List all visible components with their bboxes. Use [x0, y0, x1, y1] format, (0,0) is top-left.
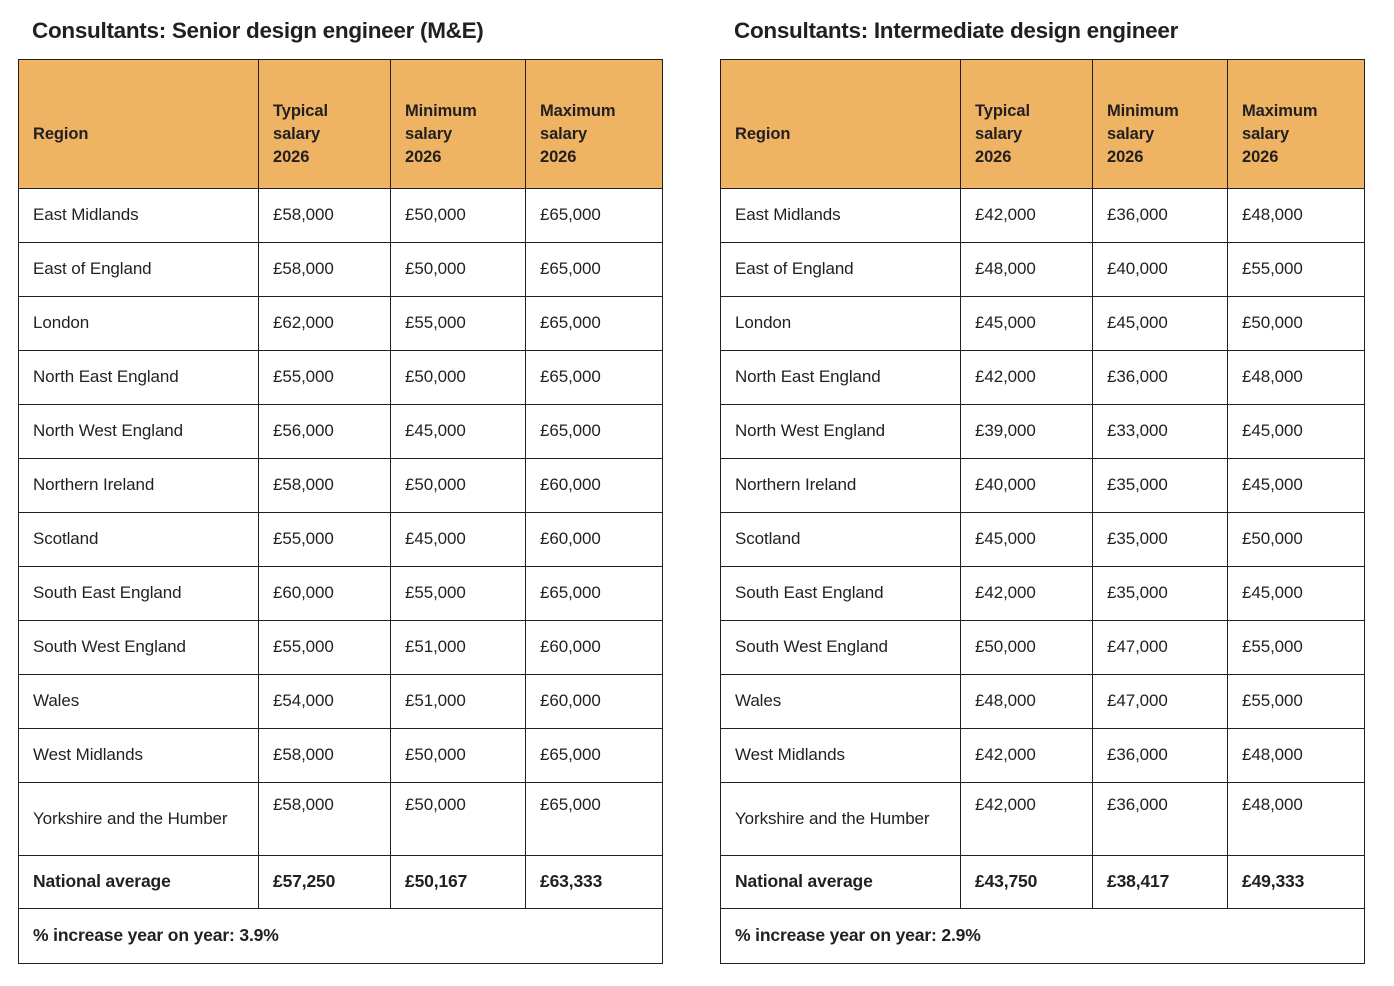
cell-text: £50,000: [405, 794, 466, 814]
table-row: [721, 782, 1365, 855]
table-row: [19, 242, 663, 296]
cell-text: £48,000: [975, 258, 1036, 278]
cell-maximum: [526, 782, 663, 855]
cell-maximum: [1228, 855, 1365, 908]
cell-maximum: [1228, 782, 1365, 855]
header-line: 2026: [1242, 148, 1279, 167]
cell-text: Yorkshire and the Humber: [735, 809, 930, 828]
header-line: salary: [1242, 125, 1290, 144]
table-title-senior: Consultants: Senior design engineer (M&E): [32, 18, 484, 43]
cell-minimum: [391, 296, 526, 350]
header-line: salary: [273, 125, 321, 144]
column-header-typical-salary: [259, 59, 391, 188]
cell-minimum: [1093, 404, 1228, 458]
cell-text: Scotland: [735, 528, 801, 548]
cell-text: £39,000: [975, 420, 1036, 440]
cell-text: £40,000: [1107, 258, 1168, 278]
cell-minimum: [391, 620, 526, 674]
cell-maximum: [526, 566, 663, 620]
cell-region: [721, 350, 961, 404]
cell-text: £58,000: [273, 794, 334, 814]
table-body-senior: [19, 188, 663, 963]
cell-typical: [961, 296, 1093, 350]
cell-maximum: [526, 512, 663, 566]
header-row: [721, 59, 1365, 188]
cell-maximum: [526, 350, 663, 404]
cell-text: £45,000: [1242, 474, 1303, 494]
cell-text: £60,000: [273, 582, 334, 602]
cell-text: £55,000: [1242, 636, 1303, 656]
cell-text: £35,000: [1107, 582, 1168, 602]
cell-maximum: [1228, 350, 1365, 404]
cell-region: [19, 855, 259, 908]
cell-text: South West England: [33, 636, 186, 656]
cell-text: £42,000: [975, 204, 1036, 224]
cell-text: £45,000: [405, 420, 466, 440]
cell-region: [19, 782, 259, 855]
cell-text: £51,000: [405, 636, 466, 656]
cell-text: £55,000: [1242, 690, 1303, 710]
cell-maximum: [526, 458, 663, 512]
cell-region: [19, 620, 259, 674]
header-line: Region: [33, 125, 89, 144]
cell-text: National average: [33, 870, 171, 891]
cell-text: £65,000: [540, 258, 601, 278]
table-title-intermediate: Consultants: Intermediate design engineer: [734, 18, 1179, 43]
cell-maximum: [1228, 566, 1365, 620]
cell-maximum: [1228, 512, 1365, 566]
cell-typical: [259, 188, 391, 242]
column-header-minimum-salary: [391, 59, 526, 188]
cell-minimum: [391, 855, 526, 908]
cell-minimum: [1093, 855, 1228, 908]
header-line: Maximum: [1242, 101, 1318, 120]
column-header-maximum-salary: [1228, 59, 1365, 188]
cell-minimum: [391, 782, 526, 855]
cell-region: [721, 296, 961, 350]
header-line: salary: [975, 125, 1023, 144]
cell-minimum: [1093, 458, 1228, 512]
column-header-region: [721, 59, 961, 188]
column-header-typical-salary: [961, 59, 1093, 188]
table-row: [19, 458, 663, 512]
cell-minimum: [391, 458, 526, 512]
table-body-intermediate: [721, 188, 1365, 963]
header-line: salary: [1107, 125, 1155, 144]
cell-text: £65,000: [540, 744, 601, 764]
cell-text: £55,000: [273, 366, 334, 386]
table-row-footer: [19, 908, 663, 963]
cell-minimum: [391, 512, 526, 566]
cell-typical: [259, 728, 391, 782]
cell-typical: [259, 855, 391, 908]
cell-text: £58,000: [273, 744, 334, 764]
cell-text: South East England: [33, 582, 182, 602]
cell-region: [19, 566, 259, 620]
cell-typical: [961, 674, 1093, 728]
cell-maximum: [1228, 620, 1365, 674]
cell-minimum: [1093, 566, 1228, 620]
table-row: [721, 350, 1365, 404]
cell-text: £42,000: [975, 582, 1036, 602]
cell-minimum: [391, 728, 526, 782]
cell-typical: [259, 566, 391, 620]
cell-typical: [259, 296, 391, 350]
cell-text: £50,167: [405, 870, 468, 891]
table-row: [721, 404, 1365, 458]
cell-text: £49,333: [1242, 870, 1305, 891]
cell-minimum: [391, 674, 526, 728]
cell-text: North East England: [33, 366, 179, 386]
cell-minimum: [1093, 620, 1228, 674]
cell-text: £42,000: [975, 744, 1036, 764]
cell-text: Yorkshire and the Humber: [33, 809, 228, 828]
cell-minimum: [391, 566, 526, 620]
cell-region: [721, 242, 961, 296]
cell-maximum: [526, 855, 663, 908]
table-row: [19, 404, 663, 458]
cell-text: National average: [735, 870, 873, 891]
cell-text: £45,000: [1242, 582, 1303, 602]
cell-region: [721, 404, 961, 458]
cell-maximum: [526, 674, 663, 728]
cell-minimum: [391, 188, 526, 242]
header-line: salary: [540, 125, 588, 144]
cell-text: £45,000: [975, 528, 1036, 548]
cell-text: £35,000: [1107, 474, 1168, 494]
table-row: [721, 296, 1365, 350]
cell-text: £45,000: [405, 528, 466, 548]
header-line: Typical: [975, 101, 1030, 120]
header-line: 2026: [1107, 148, 1144, 167]
cell-region: [721, 674, 961, 728]
cell-region: [19, 188, 259, 242]
cell-text: Scotland: [33, 528, 99, 548]
cell-maximum: [526, 242, 663, 296]
cell-text: East Midlands: [735, 204, 841, 224]
header-line: salary: [405, 125, 453, 144]
cell-typical: [259, 404, 391, 458]
salary-table-panel-senior: [18, 0, 662, 964]
cell-text: £55,000: [273, 528, 334, 548]
cell-text: £65,000: [540, 582, 601, 602]
cell-text: £65,000: [540, 366, 601, 386]
table-row: [19, 782, 663, 855]
table-row: [19, 566, 663, 620]
cell-text: £57,250: [273, 870, 336, 891]
table-row: [19, 188, 663, 242]
cell-maximum: [1228, 458, 1365, 512]
cell-typical: [961, 512, 1093, 566]
cell-text: £48,000: [1242, 794, 1303, 814]
table-row: [19, 512, 663, 566]
header-line: Maximum: [540, 101, 616, 120]
table-row: [721, 512, 1365, 566]
cell-minimum: [1093, 674, 1228, 728]
salary-table-senior: [18, 59, 663, 964]
cell-region: [721, 188, 961, 242]
cell-typical: [961, 782, 1093, 855]
cell-text: £50,000: [405, 474, 466, 494]
cell-minimum: [1093, 728, 1228, 782]
cell-minimum: [1093, 350, 1228, 404]
table-row-national-average: [721, 855, 1365, 908]
cell-text: Wales: [33, 690, 80, 710]
cell-maximum: [1228, 296, 1365, 350]
cell-text: £48,000: [1242, 366, 1303, 386]
cell-footer-note: [19, 908, 663, 963]
cell-text: £50,000: [1242, 528, 1303, 548]
cell-text: £55,000: [1242, 258, 1303, 278]
cell-text: London: [735, 312, 792, 332]
cell-text: London: [33, 312, 90, 332]
cell-maximum: [526, 728, 663, 782]
table-row: [19, 674, 663, 728]
cell-maximum: [526, 620, 663, 674]
table-row: [19, 728, 663, 782]
cell-typical: [961, 566, 1093, 620]
cell-typical: [259, 458, 391, 512]
cell-region: [721, 566, 961, 620]
footer-text: % increase year on year: 2.9%: [735, 925, 981, 946]
cell-region: [19, 458, 259, 512]
cell-text: £50,000: [1242, 312, 1303, 332]
salary-table-intermediate: [720, 59, 1365, 964]
header-line: Region: [735, 125, 791, 144]
cell-typical: [961, 458, 1093, 512]
cell-region: [721, 728, 961, 782]
cell-text: North West England: [735, 420, 886, 440]
cell-text: £38,417: [1107, 870, 1170, 891]
cell-typical: [259, 782, 391, 855]
cell-text: Northern Ireland: [33, 474, 155, 494]
cell-footer-note: [721, 908, 1365, 963]
cell-region: [721, 855, 961, 908]
cell-text: £65,000: [540, 204, 601, 224]
cell-text: £45,000: [1242, 420, 1303, 440]
table-row: [721, 728, 1365, 782]
cell-typical: [961, 728, 1093, 782]
cell-text: £43,750: [975, 870, 1038, 891]
cell-typical: [961, 404, 1093, 458]
cell-text: £42,000: [975, 366, 1036, 386]
cell-text: £48,000: [975, 690, 1036, 710]
cell-text: £45,000: [1107, 312, 1168, 332]
table-row: [19, 620, 663, 674]
cell-text: £47,000: [1107, 636, 1168, 656]
header-line: Minimum: [405, 101, 477, 120]
cell-text: £50,000: [405, 204, 466, 224]
header-line: 2026: [540, 148, 577, 167]
column-header-maximum-salary: [526, 59, 663, 188]
cell-text: £55,000: [405, 312, 466, 332]
table-row-footer: [721, 908, 1365, 963]
cell-text: £40,000: [975, 474, 1036, 494]
cell-text: £65,000: [540, 312, 601, 332]
cell-typical: [259, 350, 391, 404]
cell-minimum: [391, 242, 526, 296]
cell-region: [721, 620, 961, 674]
cell-typical: [259, 674, 391, 728]
cell-maximum: [1228, 728, 1365, 782]
cell-text: £50,000: [405, 366, 466, 386]
cell-text: £36,000: [1107, 366, 1168, 386]
cell-maximum: [526, 404, 663, 458]
table-row: [721, 674, 1365, 728]
cell-minimum: [391, 404, 526, 458]
cell-text: £36,000: [1107, 204, 1168, 224]
table-row-national-average: [19, 855, 663, 908]
cell-typical: [259, 512, 391, 566]
cell-text: £50,000: [405, 744, 466, 764]
cell-maximum: [1228, 242, 1365, 296]
cell-text: £60,000: [540, 474, 601, 494]
cell-typical: [961, 188, 1093, 242]
column-header-region: [19, 59, 259, 188]
cell-maximum: [1228, 404, 1365, 458]
cell-minimum: [1093, 188, 1228, 242]
cell-text: £50,000: [975, 636, 1036, 656]
cell-text: North East England: [735, 366, 881, 386]
cell-region: [19, 296, 259, 350]
cell-text: North West England: [33, 420, 184, 440]
cell-text: £56,000: [273, 420, 334, 440]
cell-minimum: [1093, 296, 1228, 350]
salary-table-panel-intermediate: [720, 0, 1363, 964]
cell-region: [19, 350, 259, 404]
table-row: [721, 620, 1365, 674]
cell-text: £60,000: [540, 528, 601, 548]
cell-minimum: [391, 350, 526, 404]
cell-region: [721, 782, 961, 855]
cell-text: £65,000: [540, 794, 601, 814]
cell-maximum: [526, 296, 663, 350]
cell-text: West Midlands: [33, 744, 143, 764]
table-row: [721, 188, 1365, 242]
cell-minimum: [1093, 242, 1228, 296]
cell-text: East of England: [33, 258, 152, 278]
table-row: [19, 296, 663, 350]
cell-text: £48,000: [1242, 204, 1303, 224]
cell-typical: [259, 242, 391, 296]
cell-region: [19, 512, 259, 566]
header-row: [19, 59, 663, 188]
table-row: [721, 458, 1365, 512]
cell-text: Northern Ireland: [735, 474, 857, 494]
cell-text: £58,000: [273, 258, 334, 278]
table-header-senior: [19, 59, 663, 188]
cell-typical: [961, 350, 1093, 404]
cell-text: £50,000: [405, 258, 466, 278]
cell-text: East of England: [735, 258, 854, 278]
header-line: 2026: [405, 148, 442, 167]
cell-text: £42,000: [975, 794, 1036, 814]
cell-text: £63,333: [540, 870, 603, 891]
cell-text: South West England: [735, 636, 888, 656]
cell-typical: [259, 620, 391, 674]
cell-text: £47,000: [1107, 690, 1168, 710]
cell-text: £36,000: [1107, 744, 1168, 764]
header-line: Minimum: [1107, 101, 1179, 120]
cell-region: [721, 512, 961, 566]
cell-maximum: [1228, 188, 1365, 242]
column-header-minimum-salary: [1093, 59, 1228, 188]
cell-typical: [961, 242, 1093, 296]
cell-minimum: [1093, 782, 1228, 855]
cell-text: £55,000: [405, 582, 466, 602]
cell-text: £33,000: [1107, 420, 1168, 440]
cell-region: [19, 242, 259, 296]
table-row: [721, 566, 1365, 620]
header-line: Typical: [273, 101, 328, 120]
header-line: 2026: [975, 148, 1012, 167]
cell-region: [19, 404, 259, 458]
cell-text: £60,000: [540, 636, 601, 656]
cell-text: South East England: [735, 582, 884, 602]
cell-typical: [961, 620, 1093, 674]
cell-text: £58,000: [273, 204, 334, 224]
cell-minimum: [1093, 512, 1228, 566]
cell-typical: [961, 855, 1093, 908]
header-line: 2026: [273, 148, 310, 167]
cell-text: Wales: [735, 690, 782, 710]
cell-text: £45,000: [975, 312, 1036, 332]
footer-text: % increase year on year: 3.9%: [33, 925, 279, 946]
cell-text: £65,000: [540, 420, 601, 440]
cell-region: [19, 674, 259, 728]
cell-region: [19, 728, 259, 782]
cell-maximum: [1228, 674, 1365, 728]
cell-text: £48,000: [1242, 744, 1303, 764]
table-header-intermediate: [721, 59, 1365, 188]
table-row: [721, 242, 1365, 296]
cell-text: £55,000: [273, 636, 334, 656]
cell-region: [721, 458, 961, 512]
cell-text: East Midlands: [33, 204, 139, 224]
cell-text: £35,000: [1107, 528, 1168, 548]
cell-text: £60,000: [540, 690, 601, 710]
cell-text: £36,000: [1107, 794, 1168, 814]
cell-text: £58,000: [273, 474, 334, 494]
cell-maximum: [526, 188, 663, 242]
cell-text: £54,000: [273, 690, 334, 710]
cell-text: £62,000: [273, 312, 334, 332]
cell-text: West Midlands: [735, 744, 845, 764]
table-row: [19, 350, 663, 404]
cell-text: £51,000: [405, 690, 466, 710]
